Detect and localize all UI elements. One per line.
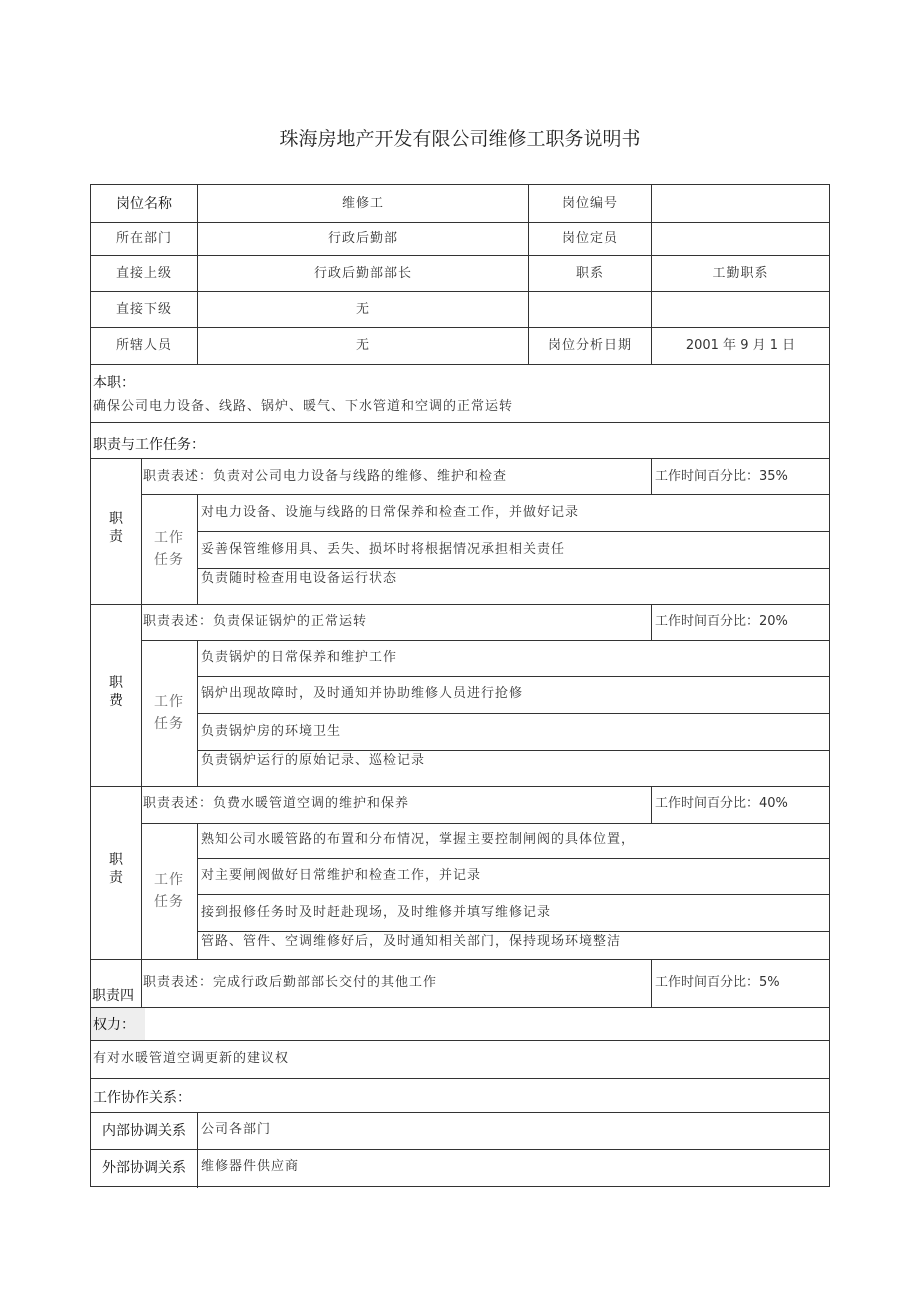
responsibility-4-statement: 职责表述：完成行政后勤部部长交付的其他工作 <box>143 975 438 990</box>
duty-label: 本职： <box>93 375 135 391</box>
responsibility-3-statement: 职责表述：负费水暖管道空调的维护和保养 <box>143 796 410 811</box>
superior-value: 行政后勤部部长 <box>313 266 412 281</box>
job-description-table <box>90 184 830 1187</box>
subordinate-value: 无 <box>355 302 370 317</box>
column-divider <box>197 1112 198 1188</box>
responsibility-2-statement: 职责表述：负责保证锅炉的正常运转 <box>143 614 368 629</box>
row-divider <box>197 750 829 751</box>
row-divider <box>91 422 829 423</box>
responsibility-1-task-2: 妥善保管维修用具、丢失、损坏时将根据情况承担相关责任 <box>201 542 566 557</box>
internal-relation-label: 内部协调关系 <box>102 1123 186 1139</box>
responsibility-3-time-share: 工作时间百分比：40% <box>655 796 788 811</box>
authority-label: 权力： <box>93 1017 135 1033</box>
responsibility-2-task-2: 锅炉出现故障时，及时通知并协助维修人员进行抢修 <box>201 686 524 701</box>
job-family-value: 工勤职系 <box>712 266 769 281</box>
responsibility-3-task-2: 对主要闸阀做好日常维护和检查工作，并记录 <box>201 868 482 883</box>
responsibility-3-task-3: 接到报修任务时及时赶赴现场，及时维修并填写维修记录 <box>201 905 552 920</box>
responsibility-2-time-share: 工作时间百分比：20% <box>655 614 788 629</box>
staff-value: 无 <box>355 338 370 353</box>
row-divider <box>141 823 829 824</box>
row-divider <box>91 1040 829 1041</box>
row-divider <box>91 1149 829 1150</box>
responsibility-1-task-3: 负责随时检查用电设备运行状态 <box>201 571 398 586</box>
column-divider <box>197 823 198 959</box>
row-divider <box>197 713 829 714</box>
external-relation-value: 维修器件供应商 <box>201 1159 300 1174</box>
column-divider <box>651 959 652 1007</box>
superior-label: 直接上级 <box>115 266 172 281</box>
row-divider <box>197 531 829 532</box>
row-divider <box>197 568 829 569</box>
row-divider <box>197 676 829 677</box>
row-divider <box>141 494 829 495</box>
responsibility-2-task-3: 负责锅炉房的环境卫生 <box>201 724 342 739</box>
responsibility-4-side-label: 职责四 <box>92 988 134 1004</box>
responsibility-1-time-share: 工作时间百分比：35% <box>655 469 788 484</box>
job-family-label: 职系 <box>575 266 604 281</box>
responsibility-2-task-1: 负责锅炉的日常保养和维护工作 <box>201 650 398 665</box>
responsibility-1-statement: 职责表述：负责对公司电力设备与线路的维修、维护和检查 <box>143 469 508 484</box>
column-divider <box>197 494 198 604</box>
cooperation-label: 工作协作关系： <box>93 1090 191 1106</box>
row-divider <box>91 786 829 787</box>
column-divider <box>651 458 652 494</box>
job-code-label: 岗位编号 <box>561 196 618 211</box>
row-divider <box>91 255 829 256</box>
responsibility-3-task-1: 熟知公司水暖管路的布置和分布情况，掌握主要控制闸阀的具体位置， <box>201 832 636 847</box>
responsibility-3-side-label: 职 责 <box>109 852 123 886</box>
column-divider <box>651 786 652 823</box>
analysis-date-label: 岗位分析日期 <box>547 338 632 353</box>
department-label: 所在部门 <box>115 231 172 246</box>
row-divider <box>197 858 829 859</box>
responsibility-1-side-label: 职 责 <box>109 511 123 545</box>
authority-text: 有对水暖管道空调更新的建议权 <box>93 1051 290 1066</box>
row-divider <box>91 364 829 365</box>
internal-relation-value: 公司各部门 <box>201 1122 272 1137</box>
row-divider <box>91 1007 829 1008</box>
row-divider <box>91 222 829 223</box>
row-divider <box>141 640 829 641</box>
responsibility-1-task-1: 对电力设备、设施与线路的日常保养和检查工作，并做好记录 <box>201 505 580 520</box>
column-divider <box>197 640 198 786</box>
external-relation-label: 外部协调关系 <box>102 1160 186 1176</box>
page-title: 珠海房地产开发有限公司维修工职务说明书 <box>279 128 641 150</box>
responsibility-3-task-4: 管路、管件、空调维修好后，及时通知相关部门，保持现场环境整洁 <box>201 934 622 949</box>
responsibility-1-task-label: 工作 任务 <box>154 530 184 568</box>
duty-text: 确保公司电力设备、线路、锅炉、暖气、下水管道和空调的正常运转 <box>93 399 514 414</box>
subordinate-label: 直接下级 <box>115 302 172 317</box>
row-divider <box>91 327 829 328</box>
responsibility-2-side-label: 职 费 <box>109 675 123 709</box>
responsibility-4-time-share: 工作时间百分比：5% <box>655 975 780 990</box>
job-name-label: 岗位名称 <box>116 196 172 212</box>
staff-label: 所辖人员 <box>115 338 172 353</box>
job-name-value: 维修工 <box>341 196 384 211</box>
responsibilities-label: 职责与工作任务： <box>93 437 205 453</box>
analysis-date-value: 2001 年 9 月 1 日 <box>685 338 796 353</box>
row-divider <box>91 1078 829 1079</box>
row-divider <box>91 291 829 292</box>
responsibility-3-task-label: 工作 任务 <box>154 872 184 910</box>
department-value: 行政后勤部 <box>327 231 398 246</box>
responsibility-2-task-label: 工作 任务 <box>154 694 184 732</box>
responsibility-2-task-4: 负责锅炉运行的原始记录、巡检记录 <box>201 753 426 768</box>
row-divider <box>197 931 829 932</box>
row-divider <box>91 959 829 960</box>
headcount-label: 岗位定员 <box>561 231 618 246</box>
row-divider <box>91 604 829 605</box>
column-divider <box>651 604 652 640</box>
row-divider <box>197 894 829 895</box>
row-divider <box>91 1112 829 1113</box>
row-divider <box>91 458 829 459</box>
